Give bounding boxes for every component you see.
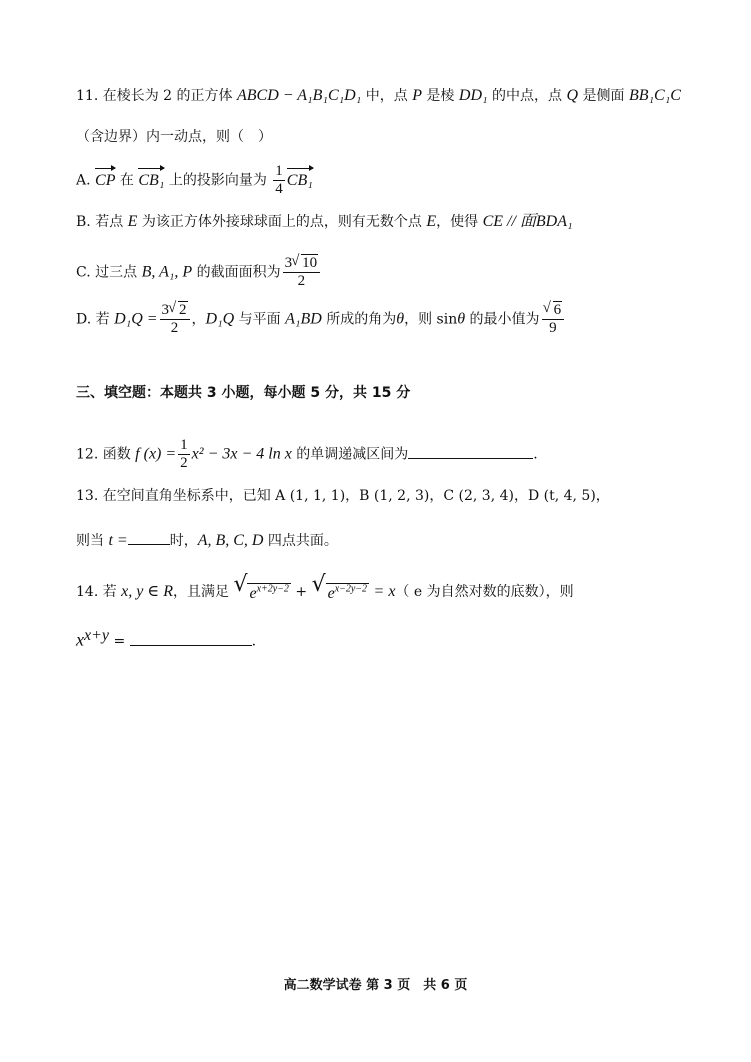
fraction-min-value: √ $\frac{6}{9}$ — [542, 302, 565, 337]
fraction-d1q: $\frac{3√ 2}{2}$ — [160, 302, 190, 337]
option-c: C. 过三点 B, A₁, P 的截面面积为 $\frac{3√ 10}{2}$ — [76, 255, 322, 290]
answer-blank-12[interactable] — [408, 444, 533, 459]
q11-line2: （含边界）内一动点，则（ ） — [76, 129, 272, 145]
fraction-area: $\frac{3√ 10}{2}$ — [283, 255, 321, 290]
q13-line2: 则当 t = 时，A, B, C, D 四点共面。 — [76, 532, 338, 549]
page-footer: 高二数学试卷 第 3 页 共 6 页 — [283, 978, 468, 993]
q14-line1: 14. 若 x, y ∈ R，且满足 √ $e^{x+2y-2}$ + √ $e^{x-2y-2} = x$（ e 为自然对数的底数），则 — [76, 580, 574, 604]
vector-cb1-result: CB₁ — [287, 167, 313, 191]
vector-cp: CP — [95, 167, 115, 191]
option-a: A. CP 在 CB₁ 上的投影向量为 $\frac{1}{4}$ CB₁ — [76, 163, 313, 197]
vector-cb1: CB₁ — [138, 167, 164, 191]
sqrt-term-2: √ $e^{x-2y-2}$ — [312, 580, 369, 604]
section-heading: 三、填空题：本题共 3 小题，每小题 5 分，共 15 分 — [76, 385, 411, 401]
answer-blank-14[interactable] — [130, 631, 252, 646]
option-b: B. 若点 E 为该正方体外接球球面上的点，则有无数个点 E，使得 CE // 面BDA₁ — [76, 213, 573, 230]
cube-name: ABCD − A₁B₁C₁D₁ — [236, 87, 362, 104]
q13-line1: 13. 在空间直角坐标系中，已知 A (1, 1, 1)，B (1, 2, 3)，C (2, 3, 4)，D (t, 4, 5)， — [76, 488, 610, 504]
fraction-half: $\frac{1}{2}$ — [180, 437, 188, 471]
q12: 12. 函数 f (x) = $\frac{1}{2}$ x² − 3x − 4 ln x 的单调递减区间为 . — [76, 437, 538, 471]
q11-line1: 11. 在棱长为 2 的正方体 ABCD − A₁B₁C₁D₁ 中，点 P 是棱 DD₁ 的中点，点 Q 是侧面 BB₁C₁C — [76, 87, 681, 104]
sqrt-term-1: √ $e^{x+2y-2}$ — [233, 580, 290, 604]
fraction-one-quarter: $\frac{1}{4}$ — [275, 163, 283, 197]
option-d: D. 若 D₁Q = $\frac{3√ 2}{2}$ ，D₁Q 与平面 A₁BD 所成的角为θ，则 sinθ 的最小值为 √ $\frac{6}{9}$ — [76, 302, 566, 337]
answer-blank-13[interactable] — [128, 530, 170, 545]
q14-line2: $x^{x+y}$ = . — [76, 627, 257, 650]
